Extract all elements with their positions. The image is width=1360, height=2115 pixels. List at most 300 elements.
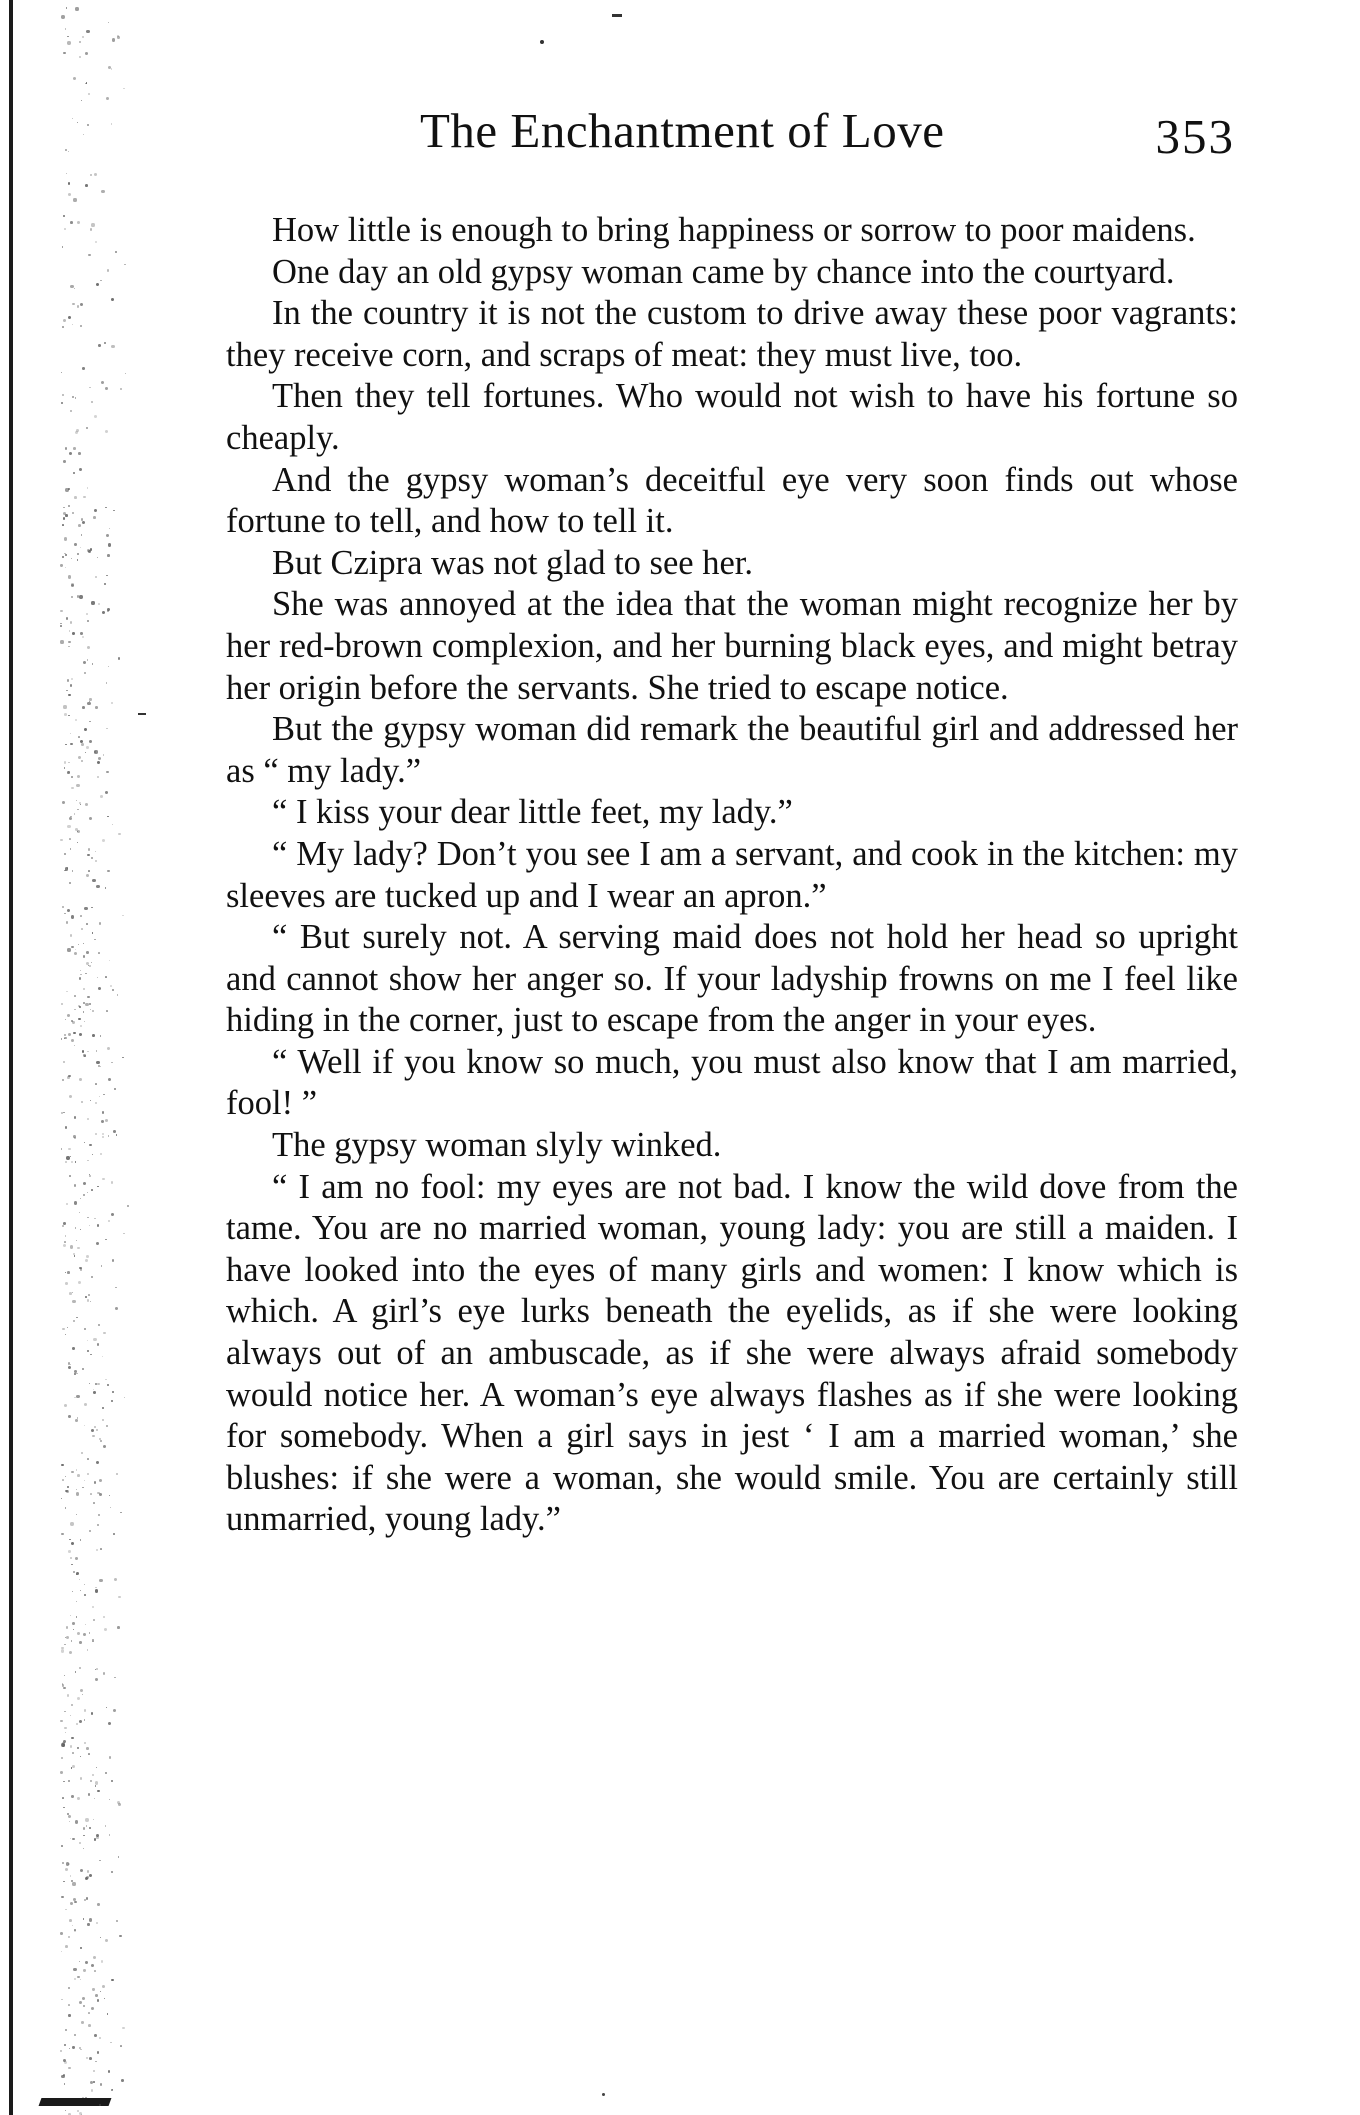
scan-speckle <box>94 939 95 940</box>
scan-speckle <box>69 1651 72 1654</box>
scan-speckle <box>64 553 66 555</box>
scan-speckle <box>102 1419 104 1421</box>
scan-speckle <box>69 838 71 840</box>
scan-speckle <box>83 2005 85 2007</box>
scan-speckle <box>67 825 70 828</box>
scan-speckle <box>77 842 79 844</box>
scan-speckle <box>107 269 110 272</box>
scan-speckle <box>83 1918 85 1920</box>
scan-speckle <box>105 1825 107 1827</box>
scan-speckle <box>72 512 74 514</box>
scan-speckle <box>74 995 76 997</box>
print-mark <box>602 2093 605 2096</box>
scan-speckle <box>61 1498 62 1499</box>
scan-speckle <box>84 1328 86 1330</box>
scan-speckle <box>76 800 78 802</box>
scan-speckle <box>94 509 97 512</box>
scan-speckle <box>108 1078 111 1081</box>
scan-speckle <box>102 1136 104 1138</box>
scan-speckle <box>96 1767 97 1768</box>
scan-speckle <box>79 2001 82 2004</box>
scan-speckle <box>69 817 72 820</box>
scan-speckle <box>86 427 88 429</box>
scan-speckle <box>105 887 107 889</box>
scan-speckle <box>117 1626 120 1629</box>
scan-speckle <box>123 88 124 89</box>
scan-speckle <box>64 913 65 914</box>
scan-speckle <box>70 1875 72 1877</box>
scan-speckle <box>71 1795 74 1798</box>
scan-speckle <box>77 305 80 308</box>
scan-speckle <box>81 100 82 101</box>
scan-speckle <box>70 621 73 624</box>
scan-speckle <box>93 1389 95 1391</box>
scan-speckle <box>82 367 85 370</box>
scan-speckle <box>63 1687 65 1689</box>
scan-speckle <box>96 1922 98 1924</box>
scan-speckle <box>64 2044 66 2046</box>
scan-speckle <box>97 1524 99 1526</box>
scan-speckle <box>75 1820 78 1823</box>
scan-speckle <box>68 2067 71 2070</box>
scan-speckle <box>80 1869 83 1872</box>
scan-speckle <box>88 93 91 96</box>
scan-speckle <box>64 767 65 768</box>
scan-speckle <box>115 251 118 254</box>
scan-speckle <box>71 583 74 586</box>
scan-speckle <box>65 567 66 568</box>
scan-speckle <box>86 82 88 84</box>
scan-speckle <box>87 1299 90 1302</box>
scan-speckle <box>106 1425 108 1427</box>
scan-speckle <box>89 1144 91 1146</box>
scan-speckle <box>85 1818 88 1821</box>
scan-speckle <box>92 1154 93 1155</box>
scan-speckle <box>89 698 91 700</box>
scan-speckle <box>79 977 81 979</box>
scan-speckle <box>105 507 106 508</box>
scan-speckle <box>60 610 63 613</box>
scan-speckle <box>101 190 104 193</box>
scan-speckle <box>123 1233 125 1235</box>
scan-speckle <box>75 949 77 951</box>
scan-speckle <box>89 965 91 967</box>
scan-speckle <box>97 557 98 558</box>
scan-speckle <box>85 1877 88 1880</box>
scan-speckle <box>109 960 110 961</box>
scan-speckle <box>77 553 79 555</box>
scan-speckle <box>73 447 76 450</box>
scan-speckle <box>71 1161 73 1163</box>
scan-speckle <box>62 556 64 558</box>
scan-speckle <box>107 608 110 611</box>
scan-speckle <box>83 1827 85 1829</box>
scan-speckle <box>101 1120 104 1123</box>
scan-speckle <box>64 1711 66 1713</box>
scan-speckle <box>103 1672 105 1674</box>
scan-speckle <box>84 1742 86 1744</box>
scan-speckle <box>96 1549 98 1551</box>
scan-speckle <box>115 1287 116 1288</box>
scan-speckle <box>90 1780 92 1782</box>
scan-speckle <box>86 1747 89 1750</box>
scan-speckle <box>105 791 108 794</box>
scan-speckle <box>76 1469 78 1471</box>
scan-speckle <box>100 1548 102 1550</box>
scan-speckle <box>68 2014 70 2016</box>
scan-speckle <box>100 280 101 281</box>
scan-speckle <box>93 2070 95 2072</box>
scan-speckle <box>80 1979 81 1980</box>
scan-speckle <box>97 2051 99 2053</box>
scan-speckle <box>122 1057 124 1059</box>
scan-speckle <box>68 1936 70 1938</box>
scan-speckle <box>65 554 66 555</box>
scan-speckle <box>65 1272 66 1273</box>
scan-speckle <box>88 1793 91 1796</box>
scan-speckle <box>100 795 103 798</box>
scan-speckle <box>84 1480 85 1481</box>
scan-speckle <box>63 705 66 708</box>
scan-speckle <box>68 488 70 490</box>
scan-speckle <box>83 134 84 135</box>
scan-speckle <box>105 387 108 390</box>
scan-speckle <box>67 1327 69 1329</box>
scan-speckle <box>67 41 70 44</box>
scan-speckle <box>99 2037 101 2039</box>
scan-speckle <box>63 52 65 54</box>
scan-speckle <box>98 1065 100 1067</box>
scan-speckle <box>105 1939 108 1942</box>
scan-speckle <box>88 2012 90 2014</box>
scan-speckle <box>86 1825 87 1826</box>
scan-speckle <box>96 1834 99 1837</box>
scan-speckle <box>97 1224 99 1226</box>
scan-speckle <box>69 1175 71 1177</box>
scan-speckle <box>83 1633 86 1636</box>
scan-speckle <box>70 1902 73 1905</box>
scan-speckle <box>107 1384 109 1386</box>
scan-speckle <box>71 915 74 918</box>
scan-speckle <box>91 1429 94 1432</box>
scan-speckle <box>85 752 86 753</box>
scan-speckle <box>106 534 109 537</box>
scan-speckle <box>82 1050 84 1052</box>
scan-speckle <box>76 1723 78 1725</box>
scan-speckle <box>72 303 74 305</box>
running-title: The Enchantment of Love <box>420 103 945 158</box>
scan-speckle <box>84 1425 85 1426</box>
scan-speckle <box>85 1003 88 1006</box>
scan-speckle <box>98 1324 101 1327</box>
scan-speckle <box>66 991 68 993</box>
scan-speckle <box>96 283 99 286</box>
scan-speckle <box>113 1130 116 1133</box>
scan-speckle <box>82 1487 83 1488</box>
scan-speckle <box>74 1978 76 1980</box>
scan-speckle <box>67 867 69 869</box>
print-mark <box>612 14 622 17</box>
scan-speckle <box>115 1307 118 1310</box>
scan-speckle <box>87 487 88 488</box>
scan-speckle <box>78 452 81 455</box>
scan-speckle <box>60 1932 63 1935</box>
scan-speckle <box>99 2104 101 2106</box>
scan-speckle <box>78 524 81 527</box>
paragraph: “ But surely not. A serving maid does not hold her head so upright and cannot show her anger so. If your ladyship frowns on me I feel like hiding in the corner, just to escape from the anger in your eyes. <box>226 918 1238 1040</box>
scan-speckle <box>94 1218 95 1219</box>
scan-speckle <box>67 1271 70 1274</box>
scan-speckle <box>64 1727 67 1730</box>
scan-speckle <box>106 728 107 729</box>
scan-speckle <box>90 1493 92 1495</box>
scan-speckle <box>90 1301 91 1302</box>
scan-speckle <box>96 1242 99 1245</box>
scan-speckle <box>105 1119 108 1122</box>
scan-speckle <box>84 672 87 675</box>
scan-speckle <box>61 402 63 404</box>
scan-speckle <box>83 1011 84 1012</box>
scan-speckle <box>65 2029 67 2031</box>
scan-speckle <box>70 1745 73 1748</box>
scan-speckle <box>72 396 74 398</box>
scan-speckle <box>68 694 71 697</box>
scan-speckle <box>91 2007 94 2010</box>
scan-speckle <box>111 1213 114 1216</box>
scan-speckle <box>76 1489 77 1490</box>
scan-speckle <box>84 907 87 910</box>
scan-speckle <box>124 1397 125 1398</box>
scan-speckle <box>89 740 92 743</box>
scan-speckle <box>87 1217 89 1219</box>
scan-speckle <box>87 854 90 857</box>
scan-speckle <box>108 1722 111 1725</box>
paragraph: She was annoyed at the idea that the woman might recognize her by her red-brown complexion, and her burning black eyes, and might betray her origin before the servants. She tried to escape notice. <box>226 585 1238 707</box>
scan-speckle <box>103 1332 106 1335</box>
scan-speckle <box>75 1227 77 1229</box>
scan-speckle <box>62 1328 64 1330</box>
scan-speckle <box>68 646 70 648</box>
scan-speckle <box>62 1079 64 1081</box>
scan-speckle <box>83 955 86 958</box>
scan-speckle <box>108 1220 110 1222</box>
scan-speckle <box>87 124 90 127</box>
scan-speckle <box>72 870 73 871</box>
scan-speckle <box>68 1366 71 1369</box>
scan-speckle <box>80 1590 81 1591</box>
scan-speckle <box>87 1923 89 1925</box>
scan-speckle <box>92 1034 95 1037</box>
scan-speckle <box>72 1882 75 1885</box>
scan-speckle <box>66 1156 69 1159</box>
scan-speckle <box>70 1245 73 1248</box>
scan-speckle <box>82 521 85 524</box>
scan-speckle <box>77 1976 80 1979</box>
scan-speckle <box>77 1797 80 1800</box>
scan-speckle <box>71 1737 74 1740</box>
scan-speckle <box>82 1694 83 1695</box>
scan-speckle <box>68 1550 71 1553</box>
scan-speckle <box>116 1920 118 1922</box>
scan-speckle <box>62 394 64 396</box>
scan-speckle <box>74 1901 77 1904</box>
scan-speckle <box>98 344 101 347</box>
scan-speckle <box>92 1988 94 1990</box>
scan-speckle <box>116 1134 118 1136</box>
scan-speckle <box>89 1530 91 1532</box>
scan-speckle <box>100 1937 101 1938</box>
scan-speckle <box>70 733 71 734</box>
scan-speckle <box>87 1649 89 1651</box>
scan-speckle <box>81 1452 83 1454</box>
scan-speckle <box>62 1684 65 1687</box>
scan-speckle <box>102 611 105 614</box>
scan-speckle <box>62 1479 64 1481</box>
scan-speckle <box>94 751 95 752</box>
scan-speckle <box>98 952 100 954</box>
scan-speckle <box>60 1720 63 1723</box>
scan-speckle <box>113 1709 116 1712</box>
scan-speckle <box>63 2059 66 2062</box>
scan-speckle <box>111 1871 113 1873</box>
scan-speckle <box>86 1897 88 1899</box>
paragraph: “ My lady? Don’t you see I am a servant, and cook in the kitchen: my sleeves are tucked up and I wear an apron.” <box>226 834 1238 915</box>
scan-speckle <box>84 1142 85 1143</box>
scan-speckle <box>76 1492 79 1495</box>
scan-speckle <box>97 761 100 764</box>
scan-speckle <box>63 1881 64 1882</box>
scan-speckle <box>77 809 79 811</box>
scan-speckle <box>107 870 110 873</box>
scan-speckle <box>102 1133 104 1135</box>
scan-speckle <box>122 915 123 916</box>
scan-speckle <box>99 922 101 924</box>
scan-speckle <box>69 1292 72 1295</box>
scan-speckle <box>65 1019 66 1020</box>
scan-speckle <box>86 951 89 954</box>
scan-speckle <box>68 575 71 578</box>
scan-speckle <box>87 620 90 623</box>
scan-speckle <box>65 1235 66 1236</box>
scan-speckle <box>95 241 97 243</box>
scan-speckle <box>72 324 73 325</box>
scan-speckle <box>97 1903 100 1906</box>
scan-speckle <box>72 632 75 635</box>
scan-speckle <box>66 1490 69 1493</box>
scan-speckle <box>111 123 112 124</box>
scan-speckle <box>78 1018 81 1021</box>
scan-speckle <box>60 839 63 842</box>
scan-speckle <box>77 595 79 597</box>
scan-speckle <box>87 1118 89 1120</box>
scan-speckle <box>109 1799 111 1801</box>
scan-speckle <box>117 994 118 995</box>
scan-speckle <box>63 215 65 217</box>
scan-speckle <box>80 1756 81 1757</box>
scan-speckle <box>93 1391 96 1394</box>
scan-speckle <box>75 1419 78 1422</box>
scan-speckle <box>77 221 80 224</box>
scan-speckle <box>118 1596 120 1598</box>
paragraph: “ Well if you know so much, you must also know that I am married, fool! ” <box>226 1042 1238 1123</box>
scan-speckle <box>99 1479 102 1482</box>
scan-speckle <box>70 848 71 849</box>
scan-speckle <box>110 2042 111 2043</box>
scan-speckle <box>125 373 126 374</box>
scan-speckle <box>70 1615 71 1616</box>
scan-speckle <box>69 1539 70 1540</box>
scan-speckle <box>76 1317 78 1319</box>
scan-speckle <box>68 1987 70 1989</box>
scan-speckle <box>87 1340 88 1341</box>
scan-speckle <box>73 472 75 474</box>
scan-speckle <box>95 576 98 579</box>
scan-speckle <box>84 1594 86 1596</box>
scan-speckle <box>91 907 92 908</box>
scan-speckle <box>90 1009 91 1010</box>
scan-speckle <box>93 516 96 519</box>
scan-speckle <box>95 1781 98 1784</box>
scan-speckle <box>110 1507 111 1508</box>
scan-speckle <box>60 1771 63 1774</box>
scan-speckle <box>96 1061 99 1064</box>
scan-speckle <box>102 1407 104 1409</box>
print-mark <box>540 40 544 44</box>
scan-speckle <box>73 1629 75 1631</box>
scan-speckle <box>69 1919 72 1922</box>
scan-speckle <box>66 921 69 924</box>
scan-speckle <box>71 1704 73 1706</box>
scan-speckle <box>91 1189 93 1191</box>
scan-speckle <box>61 1148 62 1149</box>
scan-speckle <box>84 1021 85 1022</box>
scan-speckle <box>97 1790 99 1792</box>
scan-speckle <box>79 1961 80 1962</box>
paragraph: But the gypsy woman did remark the beautiful girl and addressed her as “ my lady.” <box>226 710 1238 790</box>
scan-speckle <box>86 962 89 965</box>
scan-speckle <box>91 2089 94 2092</box>
scan-speckle <box>64 1644 65 1645</box>
scan-speckle <box>120 388 123 391</box>
scan-speckle <box>79 595 82 598</box>
scan-speckle <box>74 1116 76 1118</box>
scan-speckle <box>75 1557 78 1560</box>
scan-speckle <box>77 1632 80 1635</box>
scan-speckle <box>79 1641 82 1644</box>
scan-speckle <box>65 488 68 491</box>
paragraph: One day an old gypsy woman came by chance into the courtyard. <box>272 252 1175 291</box>
scan-speckle <box>87 1350 89 1352</box>
scan-speckle <box>87 1192 88 1193</box>
scan-speckle <box>87 1473 90 1476</box>
scan-speckle <box>103 1616 105 1618</box>
scan-speckle <box>61 1743 64 1746</box>
scan-speckle <box>89 2057 92 2060</box>
scan-speckle <box>89 1225 90 1226</box>
scan-speckle <box>68 193 71 196</box>
scan-speckle <box>80 1689 83 1692</box>
scan-speckle <box>74 1255 76 1257</box>
scan-speckle <box>89 1383 90 1384</box>
scan-speckle <box>64 1241 66 1243</box>
scan-speckle <box>127 1205 129 1207</box>
scan-speckle <box>81 743 84 746</box>
scan-speckle <box>103 1094 104 1095</box>
scan-speckle <box>80 1025 82 1027</box>
scan-speckle <box>107 554 110 557</box>
scan-speckle <box>61 1896 64 1899</box>
scan-speckle <box>63 1112 64 1113</box>
